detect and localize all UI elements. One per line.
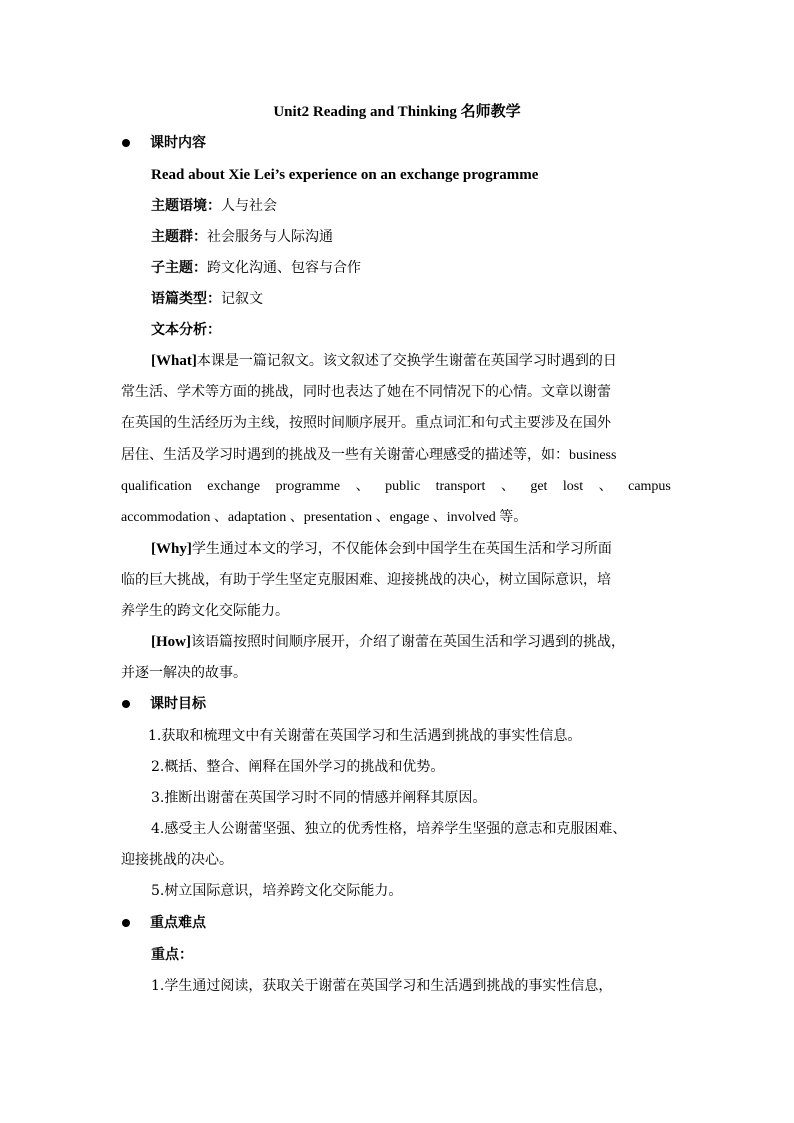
lesson-subtitle: Read about Xie Lei’s experience on an exchange programme <box>151 167 539 183</box>
theme-group-value: 社会服务与人际沟通 <box>207 229 333 245</box>
what-line-5-word: qualification <box>121 479 192 494</box>
goal-2: 2.概括、整合、阐释在国外学习的挑战和优势。 <box>151 759 445 775</box>
bullet-icon <box>122 139 130 147</box>
what-line-5-word: get <box>530 479 548 494</box>
key-label: 重点： <box>151 947 193 963</box>
what-line-6: accommodation 、adaptation 、presentation 、engage 、involved 等。 <box>121 510 528 525</box>
theme-context-line <box>151 194 277 218</box>
theme-group-label: 主题群： <box>151 229 207 245</box>
what-line-5-word: transport <box>435 479 486 494</box>
why-line-2: 临的巨大挑战，有助于学生坚定克服困难、迎接挑战的决心，树立国际意识，培 <box>121 572 611 588</box>
why-line-3: 养学生的跨文化交际能力。 <box>121 603 289 619</box>
what-line-5-word: 、 <box>500 479 515 494</box>
document-title: Unit2 Reading and Thinking 名师教学 <box>273 104 521 120</box>
what-line-3: 在英国的生活经历为主线，按照时间顺序展开。重点词汇和句式主要涉及在国外 <box>121 415 611 431</box>
what-line-5-word: 、 <box>598 479 613 494</box>
section-heading-key-points: 重点难点 <box>150 915 206 931</box>
sub-theme-value: 跨文化沟通、包容与合作 <box>207 260 361 276</box>
section-heading-lesson-goals: 课时目标 <box>150 696 206 712</box>
section-heading-lesson-content: 课时内容 <box>150 135 206 151</box>
what-line-1 <box>151 349 617 373</box>
genre-label: 语篇类型： <box>151 291 221 307</box>
theme-context-label: 主题语境： <box>151 198 221 214</box>
how-tag: [How] <box>151 634 191 650</box>
what-line-5-word: public <box>385 479 421 494</box>
goal-4-line-1: 4.感受主人公谢蕾坚强、独立的优秀性格，培养学生坚强的意志和克服困难、 <box>151 821 627 837</box>
why-line-1 <box>151 537 612 561</box>
what-line-4 <box>121 443 616 467</box>
genre-line <box>151 287 263 311</box>
what-line-5-word: 、 <box>355 479 370 494</box>
what-line-5 <box>121 475 671 499</box>
how-line-1 <box>151 630 625 654</box>
analysis-label: 文本分析： <box>151 322 221 338</box>
bullet-icon <box>122 919 130 927</box>
why-tag: [Why] <box>151 541 192 557</box>
how-line-2: 并逐一解决的故事。 <box>121 665 247 681</box>
how-text-1: 该语篇按照时间顺序展开，介绍了谢蕾在英国生活和学习遇到的挑战， <box>191 634 625 650</box>
sub-theme-label: 子主题： <box>151 260 207 276</box>
what-line-5-word: campus <box>628 479 671 494</box>
what-line-5-word: exchange <box>207 479 261 494</box>
what-text-4-en: business <box>569 448 617 463</box>
what-line-5-word: programme <box>275 479 341 494</box>
what-text-1: 本课是一篇记叙文。该文叙述了交换学生谢蕾在英国学习时遇到的日 <box>196 353 617 369</box>
key-line-1: 1.学生通过阅读，获取关于谢蕾在英国学习和生活遇到挑战的事实性信息， <box>151 978 613 994</box>
what-line-5-word: lost <box>562 479 584 494</box>
sub-theme-line <box>151 256 361 280</box>
goal-5: 5.树立国际意识，培养跨文化交际能力。 <box>151 883 403 899</box>
what-text-4: 居住、生活及学习时遇到的挑战及一些有关谢蕾心理感受的描述等，如： <box>121 447 569 463</box>
theme-group-line <box>151 225 333 249</box>
theme-context-value: 人与社会 <box>221 198 277 214</box>
goal-4-line-2: 迎接挑战的决心。 <box>121 852 233 868</box>
goal-3: 3.推断出谢蕾在英国学习时不同的情感并阐释其原因。 <box>151 790 487 806</box>
bullet-icon <box>122 700 130 708</box>
goal-1: 1.获取和梳理文中有关谢蕾在英国学习和生活遇到挑战的事实性信息。 <box>148 728 582 744</box>
what-tag: [What] <box>151 353 197 369</box>
why-text-1: 学生通过本文的学习，不仅能体会到中国学生在英国生活和学习所面 <box>191 541 612 557</box>
genre-value: 记叙文 <box>221 291 263 307</box>
what-line-2: 常生活、学术等方面的挑战，同时也表达了她在不同情况下的心情。文章以谢蕾 <box>121 384 611 400</box>
